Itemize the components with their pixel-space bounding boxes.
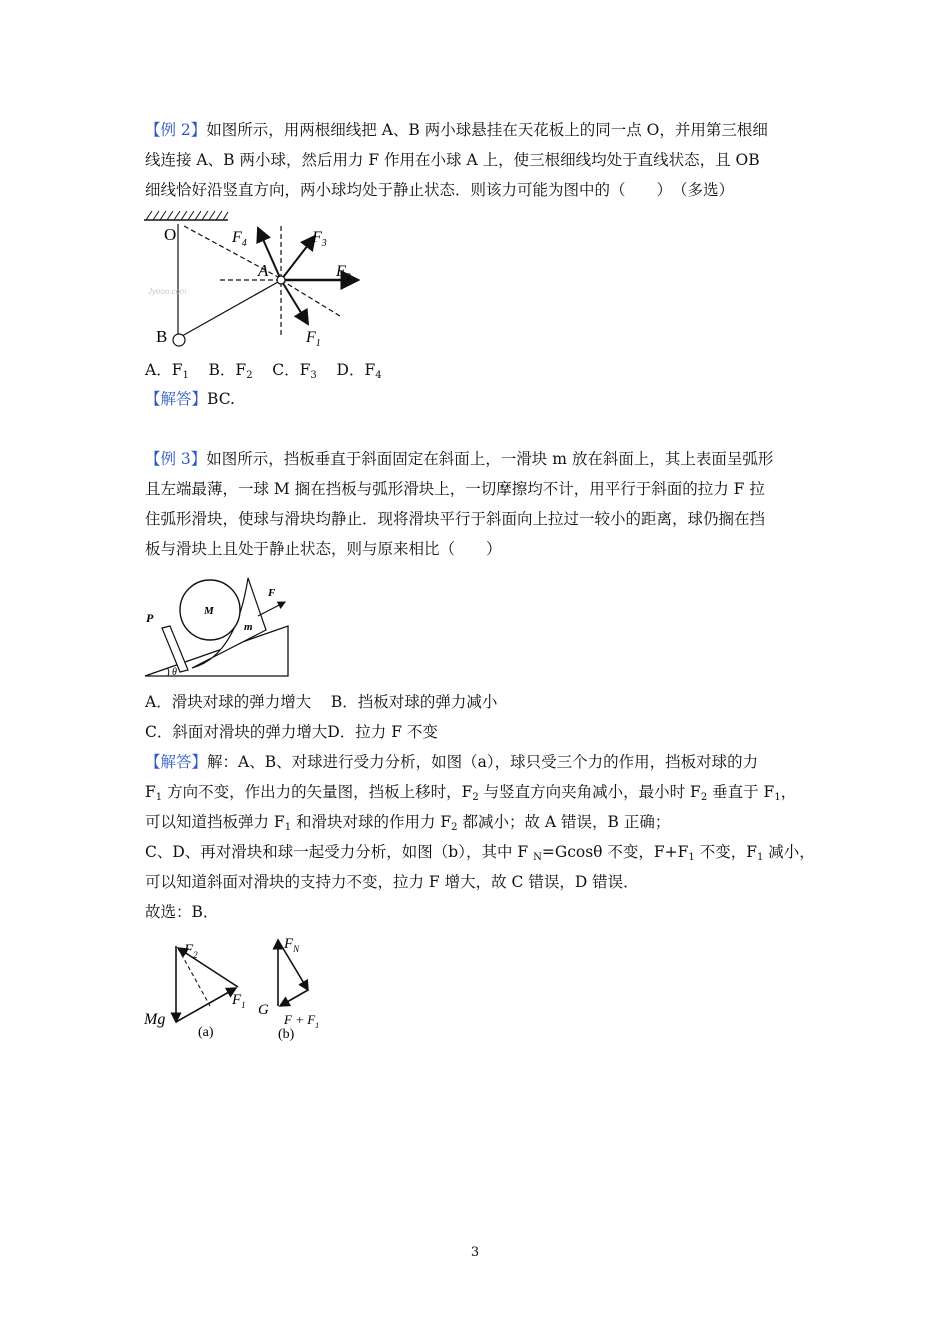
label-F1: $F_1$	[306, 329, 321, 349]
label-B: B	[156, 327, 168, 346]
ceiling-hatch	[146, 211, 228, 220]
ex3-options-row-1	[145, 690, 497, 714]
a-label-F2: $F_2$	[184, 942, 198, 960]
string-AB	[182, 282, 278, 336]
ex3-line-1: 【例 3】如图所示，挡板垂直于斜面固定在斜面上，一滑块 m 放在斜面上，其上表面呈弧形	[145, 450, 774, 468]
ex2-option-d: D．$F_4$	[336, 361, 382, 381]
ex2-options	[145, 358, 382, 388]
ex3-vector-figure	[140, 932, 340, 1048]
force-F1-arrow	[281, 280, 308, 324]
ex2-line-1: 【例 2】如图所示，用两根细线把 A、B 两小球悬挂在天花板上的同一点 O，并用第三根细	[145, 121, 768, 139]
ball-A	[277, 276, 285, 284]
force-F3-arrow	[281, 236, 315, 280]
b-label-FN: $F_N$	[284, 936, 300, 954]
label-F3: $F_3$	[312, 229, 327, 249]
ex3-option-d: D．拉力 F 不变	[327, 723, 438, 741]
ex3-solution-line-1: 【解答】解：A、B、对球进行受力分析，如图（a），球只受三个力的作用，挡板对球的力	[145, 753, 759, 771]
label-P: P	[146, 611, 154, 625]
a-label-F1: $F_1$	[232, 992, 246, 1010]
ex3-solution-line-4: C、D、再对滑块和球一起受力分析，如图（b），其中 F $_N$=Gcosθ 不变，$F+F_1$ 不变，$F_1$ 减小，	[145, 843, 815, 863]
ex2-line-3: 细线恰好沿竖直方向，两小球均处于静止状态．则该力可能为图中的（ ） （多选）	[145, 181, 735, 199]
ex2-line-2: 线连接 A、B 两小球，然后用力 F 作用在小球 A 上，使三根细线均处于直线状态，且 OB	[145, 151, 760, 169]
label-theta: θ	[172, 667, 177, 678]
ex3-solution-line-3: 可以知道挡板弹力 $F_1$ 和滑块对球的作用力 $F_2$ 都减小；故 A 错误，B 正确；	[145, 813, 671, 833]
ex3-solution-line-2: $F_1$ 方向不变，作出力的矢量图，挡板上移时，$F_2$ 与竖直方向夹角减小，最小时 $F_2$ 垂直于 $F_1$，	[145, 783, 797, 803]
b-label-FF1: $F + F_1$	[284, 1012, 320, 1030]
a-label-Mg: Mg	[144, 1011, 166, 1028]
ex3-line-4: 板与滑块上且处于静止状态，则与原来相比（ ）	[145, 540, 502, 558]
ex3-line-2: 且左端最薄，一球 M 搁在挡板与弧形滑块上，一切摩擦均不计，用平行于斜面的拉力 F 拉	[145, 480, 765, 498]
label-M: M	[204, 605, 214, 617]
label-F4: $F_4$	[232, 229, 247, 249]
watermark: Jyeoo.com	[148, 287, 187, 296]
extension-guide	[281, 280, 340, 316]
ex3-solution-line-6: 故选：B．	[145, 903, 219, 921]
ex3-option-a: A．滑块对球的弹力增大	[145, 693, 312, 711]
label-F: F	[268, 587, 276, 599]
ex2-option-a: A．$F_1$	[145, 361, 189, 381]
ex3-options-row-2	[145, 720, 438, 744]
b-label-G: G	[258, 1002, 269, 1018]
label-F2: $F_2$	[336, 263, 351, 283]
a-caption: (a)	[198, 1025, 214, 1040]
label-A: A	[258, 261, 269, 280]
ex2-answer: 【解答】BC.	[145, 390, 235, 408]
page-number: 3	[470, 1245, 480, 1260]
label-m: m	[244, 621, 253, 633]
ex2-tag: 【例 2】	[145, 121, 207, 139]
ex2-figure	[140, 208, 360, 356]
ex3-tag: 【例 3】	[145, 450, 207, 468]
ex2-option-b: B．$F_2$	[208, 361, 253, 381]
b-G-vector	[280, 990, 308, 1006]
label-O: O	[164, 225, 177, 244]
force-F-arrow	[258, 602, 285, 616]
ex3-solution-line-5: 可以知道斜面对滑块的支持力不变，拉力 F 增大，故 C 错误，D 错误．	[145, 873, 639, 891]
b-caption: (b)	[278, 1027, 295, 1042]
ex3-line-3: 住弧形滑块，使球与滑块均静止．现将滑块平行于斜面向上拉过一较小的距离，球仍搁在挡	[145, 510, 766, 528]
ball-B	[173, 334, 185, 346]
ex3-option-c: C．斜面对滑块的弹力增大	[145, 723, 328, 741]
theta-arc	[167, 668, 169, 676]
ex3-option-b: B．挡板对球的弹力减小	[330, 693, 498, 711]
a-F1-vector	[176, 988, 236, 1022]
ex3-figure	[140, 568, 295, 680]
ex2-option-c: C．$F_3$	[272, 361, 317, 381]
